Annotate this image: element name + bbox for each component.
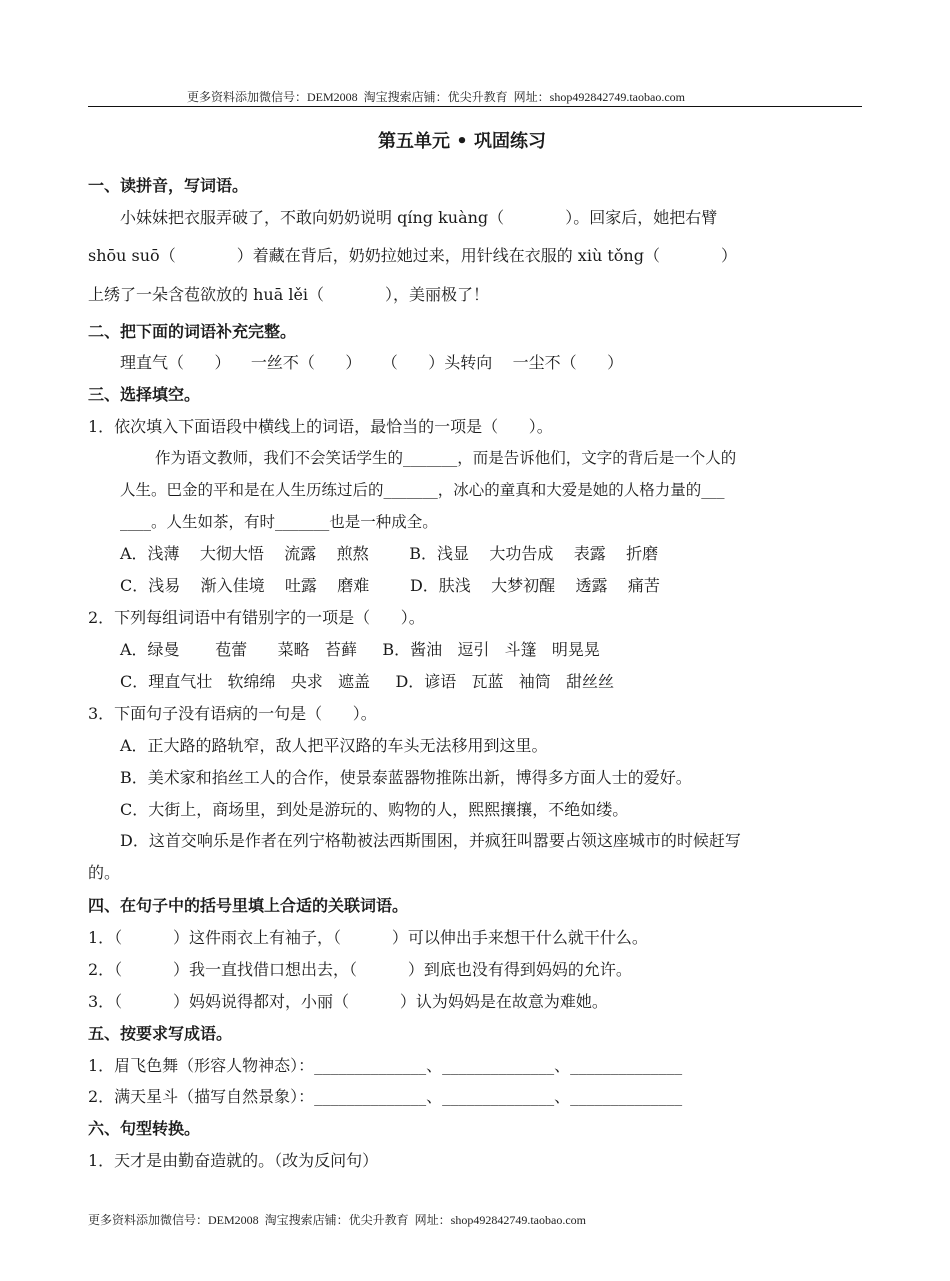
sec3-passage-line: ____。人生如茶，有时_______也是一种成全。 — [120, 513, 438, 531]
sec1-line: 上绣了一朵含苞欲放的 huā lěi（ ），美丽极了！ — [88, 285, 490, 304]
sec2-line: 理直气（ ） 一丝不（ ） （ ）头转向 一尘不（ ） — [120, 353, 624, 372]
sec3-q1-option: C．浅易 渐入佳境 吐露 磨难 D．肤浅 大梦初醒 透露 痛苦 — [120, 576, 660, 595]
sec3-q1-option: A．浅薄 大彻大悟 流露 煎熬 B．浅显 大功告成 表露 折磨 — [120, 544, 659, 563]
sec3-q3-option: C．大街上，商场里，到处是游玩的、购物的人，熙熙攘攘，不绝如缕。 — [120, 800, 629, 819]
section-6-heading: 六、句型转换。 — [88, 1119, 201, 1138]
sec3-question-1: 1．依次填入下面语段中横线上的词语，最恰当的一项是（ ）。 — [88, 417, 553, 436]
sec3-passage-line: 作为语文教师，我们不会笑话学生的_______，而是告诉他们，文字的背后是一个人的 — [155, 449, 737, 467]
page-header: 更多资料添加微信号：DEM2008 淘宝搜索店铺：优尖升教育 网址：shop492842749.taobao.com — [187, 90, 685, 104]
sec3-q3-option: D．这首交响乐是作者在列宁格勒被法西斯围困，并疯狂叫嚣要占领这座城市的时候赶写 — [120, 831, 741, 850]
sec3-question-3: 3．下面句子没有语病的一句是（ ）。 — [88, 704, 377, 723]
sec4-item: 3．（ ）妈妈说得都对，小丽（ ）认为妈妈是在故意为难她。 — [88, 992, 608, 1011]
sec1-line: 小妹妹把衣服弄破了，不敢向奶奶说明 qíng kuàng（ ）。回家后，她把右臂 — [120, 208, 718, 227]
sec3-q2-option: C．理直气壮 软绵绵 央求 遮盖 D．谚语 瓦蓝 袖筒 甜丝丝 — [120, 672, 615, 691]
sec5-item: 2．满天星斗（描写自然景象）：______________、______________、______________ — [88, 1087, 683, 1106]
sec1-line: shōu suō（ ）着藏在背后，奶奶拉她过来，用针线在衣服的 xiù tǒng（ ） — [88, 246, 737, 265]
section-5-heading: 五、按要求写成语。 — [88, 1024, 233, 1043]
sec3-question-2: 2．下列每组词语中有错别字的一项是（ ）。 — [88, 608, 425, 627]
section-2-heading: 二、把下面的词语补充完整。 — [88, 322, 297, 341]
sec4-item: 2．（ ）我一直找借口想出去，（ ）到底也没有得到妈妈的允许。 — [88, 960, 632, 979]
section-3-heading: 三、选择填空。 — [88, 385, 201, 404]
page-title: 第五单元 • 巩固练习 — [378, 131, 547, 152]
sec3-q2-option: A．绿曼 苞蕾 菜略 苔藓 B．酱油 逗引 斗篷 明晃晃 — [120, 640, 600, 659]
sec3-q3-option: A．正大路的路轨窄，敌人把平汉路的车头无法移用到这里。 — [120, 736, 548, 755]
sec3-q3-option: 的。 — [88, 863, 121, 882]
header-rule — [88, 106, 862, 107]
page-footer: 更多资料添加微信号：DEM2008 淘宝搜索店铺：优尖升教育 网址：shop492842749.taobao.com — [88, 1213, 586, 1227]
section-1-heading: 一、读拼音，写词语。 — [88, 176, 249, 195]
sec6-item: 1．天才是由勤奋造就的。（改为反问句） — [88, 1151, 379, 1170]
sec3-passage-line: 人生。巴金的平和是在人生历练过后的_______，冰心的童真和大爱是她的人格力量的___ — [120, 481, 725, 499]
section-4-heading: 四、在句子中的括号里填上合适的关联词语。 — [88, 896, 409, 915]
sec3-q3-option: B．美术家和掐丝工人的合作，使景泰蓝器物推陈出新，博得多方面人士的爱好。 — [120, 768, 692, 787]
sec4-item: 1．（ ）这件雨衣上有袖子，（ ）可以伸出手来想干什么就干什么。 — [88, 928, 648, 947]
sec5-item: 1．眉飞色舞（形容人物神态）：______________、______________、______________ — [88, 1056, 683, 1075]
